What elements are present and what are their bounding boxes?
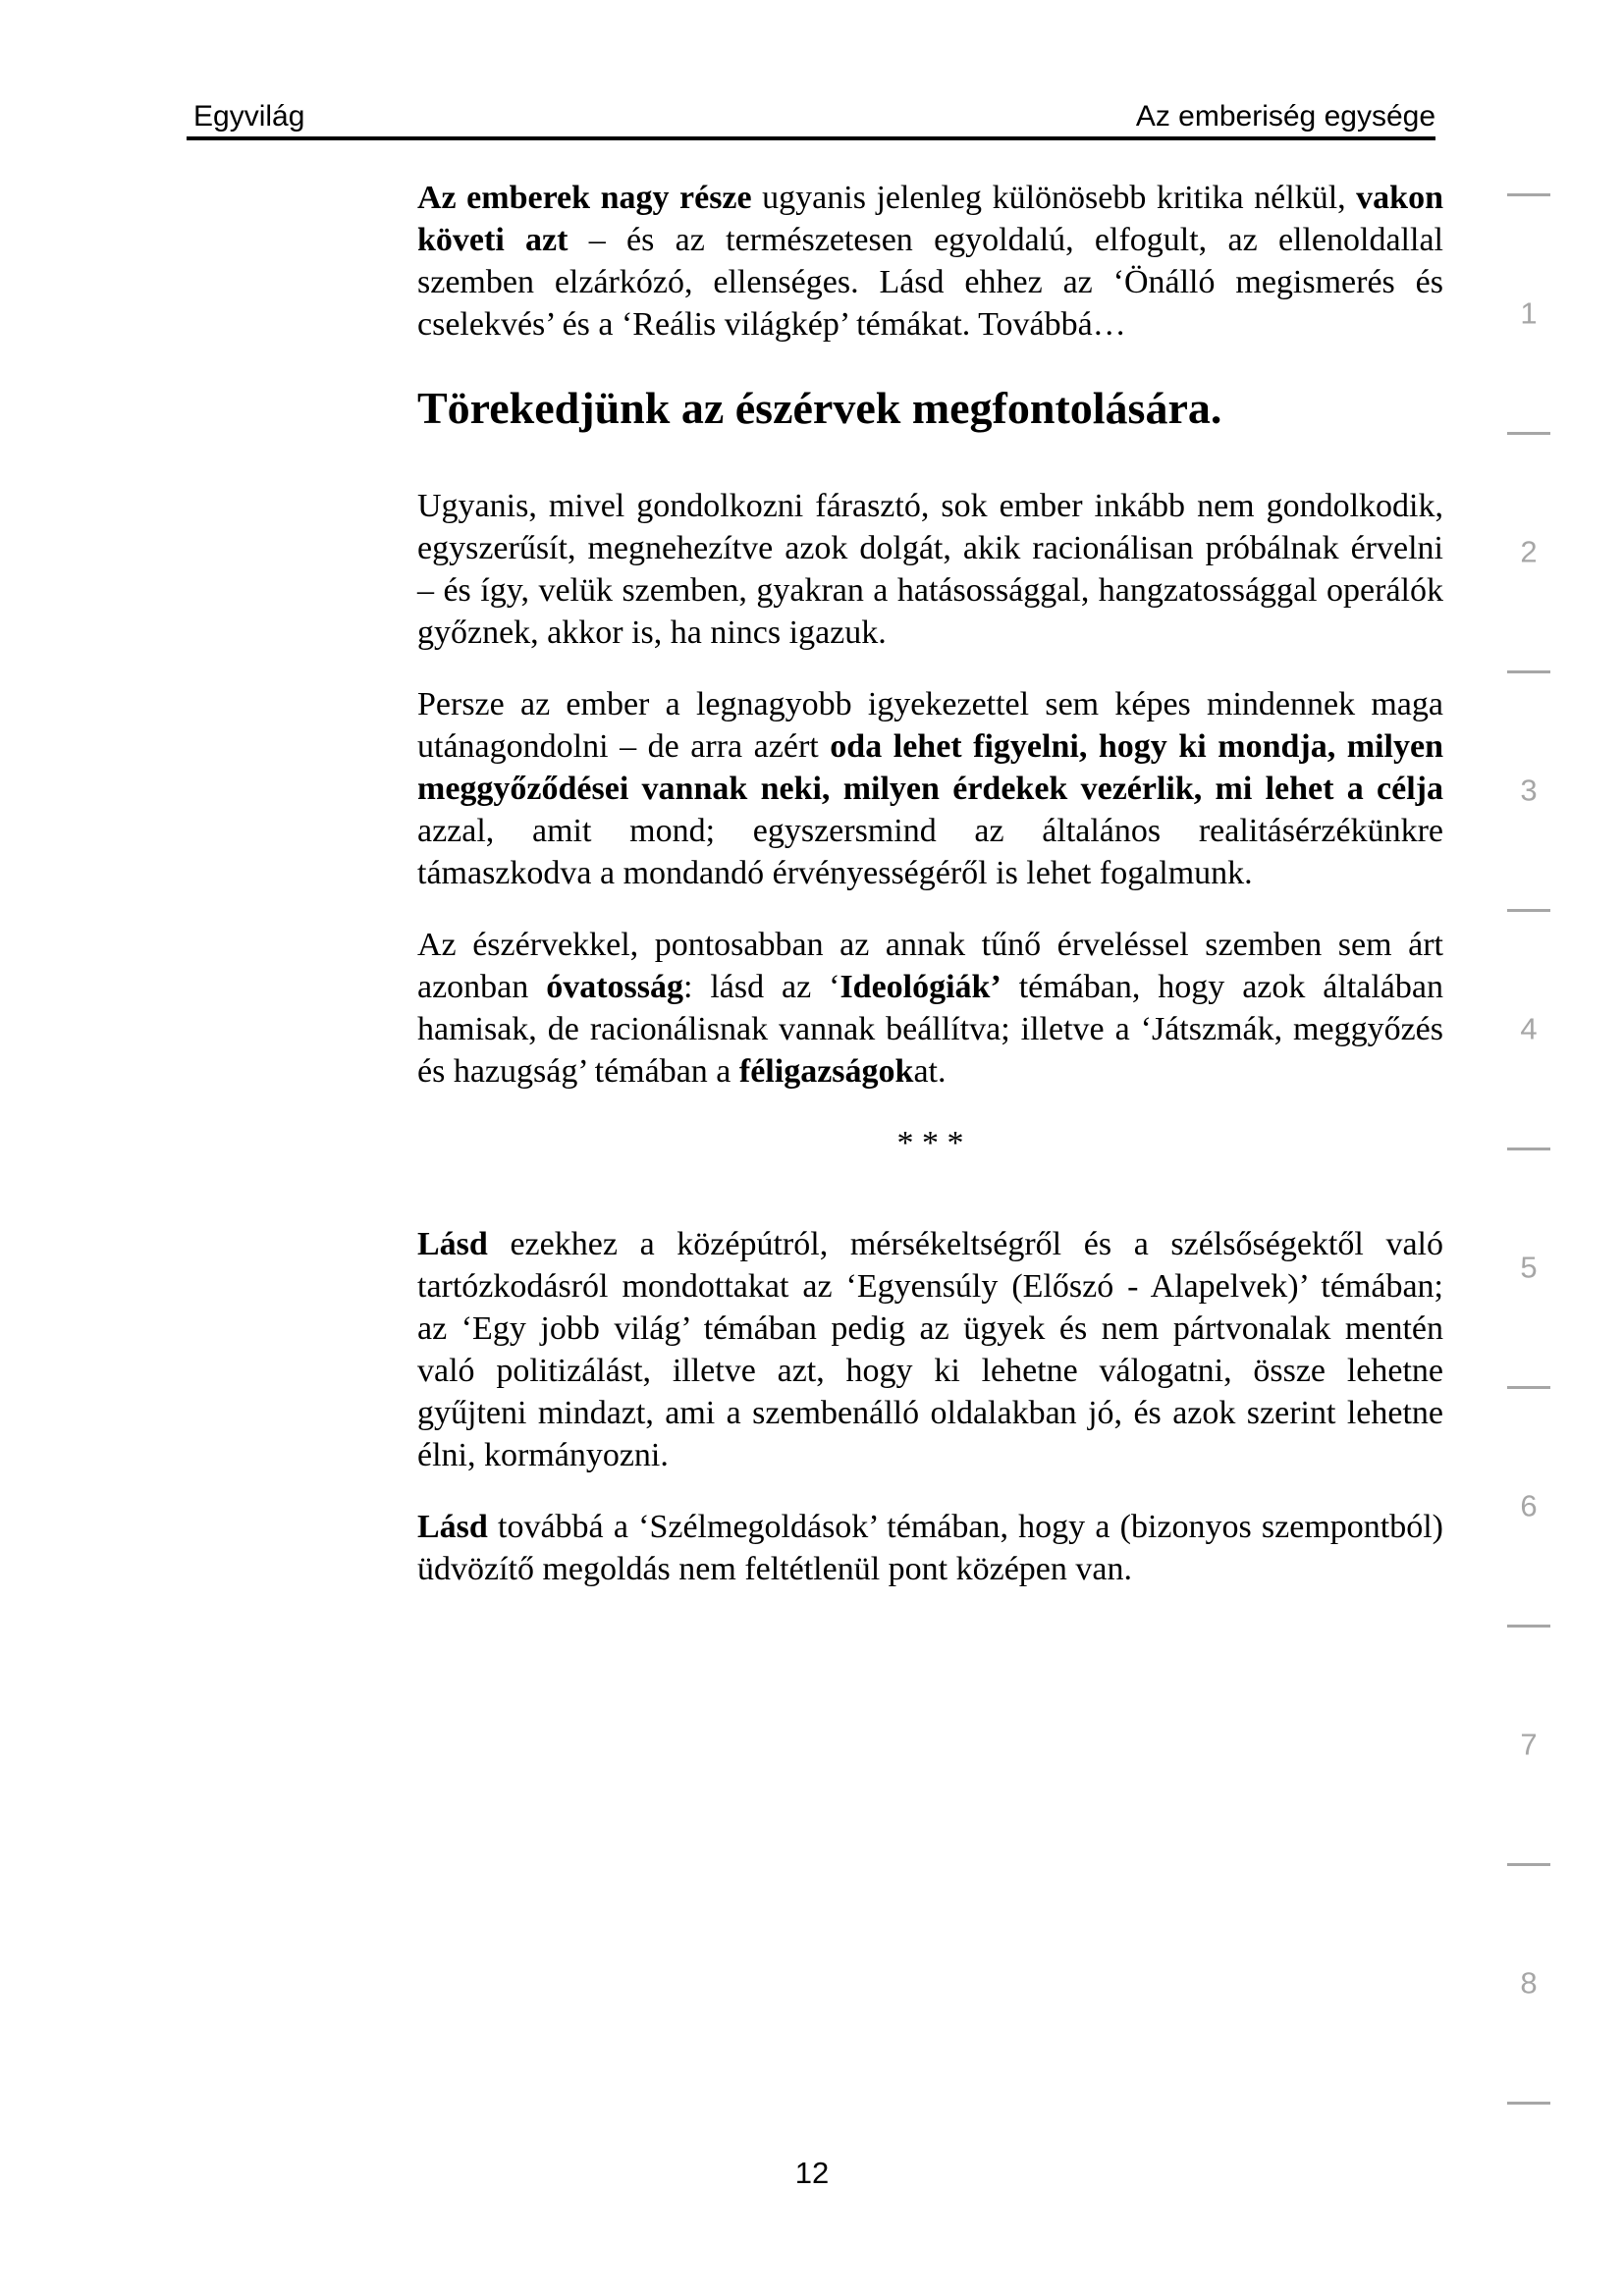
- margin-strip: [1507, 0, 1550, 2296]
- bold-run: Lásd: [417, 1509, 488, 1545]
- running-header-right: Az emberiség egysége: [1135, 100, 1435, 133]
- bold-run: Az emberek nagy része: [417, 180, 752, 216]
- paragraph: [417, 177, 1443, 346]
- paragraph: [417, 1506, 1443, 1590]
- text-run: témában, hogy azok általában hamisak, de racionálisnak vannak beállítva; illetve a ‘Játszmák, meggyőzés és hazugság’ témában a: [417, 969, 1443, 1090]
- margin-number: 5: [1520, 1250, 1538, 1284]
- margin-tick: [1507, 1386, 1550, 1389]
- bold-run: oda lehet figyelni, hogy ki mondja, milyen meggyőződései vannak neki, milyen érdekek vezérlik, mi lehet a célja: [417, 728, 1444, 807]
- content-column: [417, 177, 1443, 1620]
- bold-run: féligazságok: [738, 1053, 914, 1090]
- paragraph: [417, 683, 1443, 894]
- text-run: továbbá a ‘Szélmegoldások’ témában, hogy a (bizonyos szempontból) üdvözítő megoldás nem feltétlenül pont középen van.: [417, 1509, 1443, 1587]
- paragraph: [417, 485, 1443, 654]
- margin-tick: [1507, 670, 1550, 673]
- text-run: at.: [913, 1053, 947, 1090]
- paragraph: [417, 1223, 1443, 1476]
- margin-number: 2: [1520, 534, 1538, 568]
- bold-run: Lásd: [417, 1226, 488, 1262]
- section-separator: * * *: [896, 1125, 964, 1161]
- margin-number: 1: [1520, 295, 1538, 330]
- margin-number: 7: [1520, 1727, 1538, 1761]
- margin-tick: [1507, 909, 1550, 912]
- margin-number: 8: [1520, 1965, 1538, 2000]
- text-run: azzal, amit mond; egyszersmind az általános realitásérzékünkre támaszkodva a mondandó érvényességéről is lehet fogalmunk.: [417, 813, 1443, 891]
- bold-run: Ideológiák’: [839, 969, 1001, 1005]
- text-run: – és az természetesen egyoldalú, elfogult, az ellenoldallal szemben elzárkózó, ellenséges. Lásd ehhez az ‘Önálló megismerés és cselekvés’ és a ‘Reális világkép’ témákat. Továbbá…: [417, 222, 1443, 343]
- paragraph: [417, 924, 1443, 1093]
- margin-number: 6: [1520, 1488, 1538, 1522]
- text-run: Persze az ember a legnagyobb igyekezettel sem képes mindennek maga utánagondolni – de arra azért: [417, 686, 1443, 765]
- text-run: ugyanis jelenleg különösebb kritika nélkül,: [751, 180, 1357, 216]
- margin-tick: [1507, 1625, 1550, 1628]
- section-heading: Törekedjünk az észérvek megfontolására.: [417, 383, 1222, 433]
- margin-tick: [1507, 193, 1550, 196]
- text-run: ezekhez a középútról, mérsékeltségről és a szélsőségektől való tartózkodásról mondottakat az ‘Egyensúly (Előszó - Alapelvek)’ témában; az ‘Egy jobb világ’ témában pedig az ügyek és nem pártvonalak mentén való politizálást, illetve azt, hogy ki lehetne válogatni, össze lehetne gyűjteni mindazt, ami a szembenálló oldalakban jó, és azok szerint lehetne élni, kormányozni.: [417, 1226, 1443, 1473]
- text-run: Ugyanis, mivel gondolkozni fárasztó, sok ember inkább nem gondolkodik, egyszerűsít, megnehezítve azok dolgát, akik racionálisan próbálnak érvelni – és így, velük szemben, gyakran a hatásossággal, hangzatossággal operálók győznek, akkor is, ha nincs igazuk.: [417, 488, 1443, 651]
- bold-run: óvatosság: [546, 969, 683, 1005]
- text-run: Az észérvekkel, pontosabban az annak tűnő érveléssel szemben sem árt azonban: [417, 927, 1443, 1005]
- margin-tick: [1507, 2102, 1550, 2105]
- margin-number: 4: [1520, 1011, 1538, 1045]
- header-rule-divider: [187, 136, 1435, 140]
- page-number: 12: [794, 2156, 830, 2190]
- margin-tick: [1507, 432, 1550, 435]
- margin-tick: [1507, 1148, 1550, 1150]
- margin-tick: [1507, 1863, 1550, 1866]
- bold-run: vakon követi azt: [417, 180, 1443, 258]
- margin-number: 3: [1520, 773, 1538, 807]
- text-run: : lásd az ‘: [682, 969, 840, 1005]
- running-header-left: Egyvilág: [193, 100, 305, 133]
